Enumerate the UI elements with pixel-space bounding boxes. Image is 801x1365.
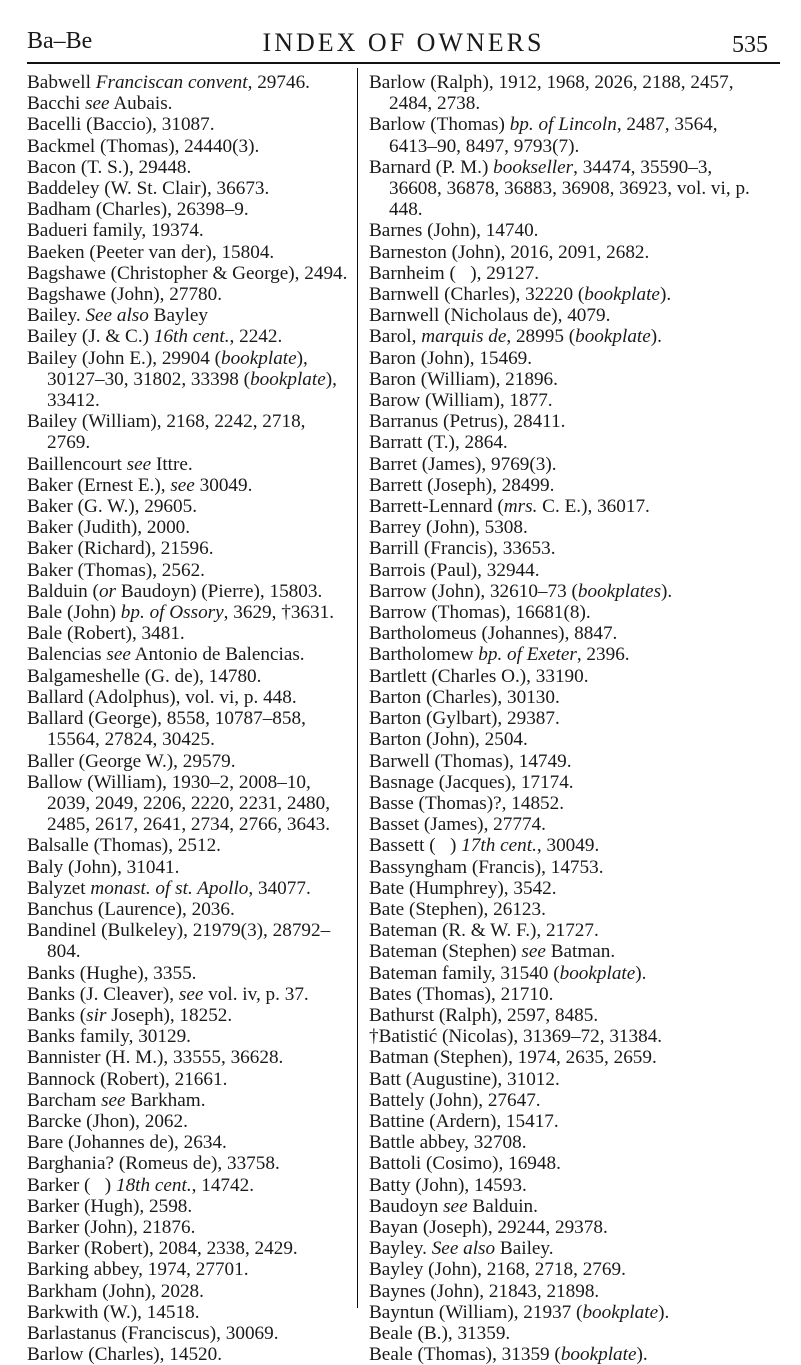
index-entry: Beale (B.), 31359. [369, 1322, 511, 1344]
index-entry: Banks (sir Joseph), 18252. [27, 1004, 233, 1026]
index-entry: Baker (Thomas), 2562. [27, 559, 205, 581]
index-entry: Bartholomeus (Johannes), 8847. [369, 623, 618, 645]
index-entry: Ballard (Adolphus), vol. vi, p. 448. [27, 686, 297, 708]
index-entry: Barrey (John), 5308. [369, 517, 528, 539]
index-entry: Banks family, 30129. [27, 1026, 191, 1048]
index-entry: Barwell (Thomas), 14749. [369, 750, 572, 772]
index-entry: Bate (Stephen), 26123. [369, 898, 546, 920]
index-entry: Barcham see Barkham. [27, 1089, 206, 1111]
index-entry: Batt (Augustine), 31012. [369, 1068, 560, 1090]
index-entry: Baron (John), 15469. [369, 347, 533, 369]
index-entry: Barnard (P. M.) bookseller, 34474, 35590–3, 36608, 36878, 36883, 36908, 36923, vol. vi, p. 448. [369, 156, 750, 221]
index-entry: Barker (John), 21876. [27, 1216, 196, 1238]
index-entry: Bassett ( ) 17th cent., 30049. [369, 835, 600, 857]
index-entry: Bayan (Joseph), 29244, 29378. [369, 1216, 608, 1238]
index-entry: Bateman (Stephen) see Batman. [369, 941, 616, 963]
index-entry: Bailey (William), 2168, 2242, 2718, 2769. [27, 411, 306, 454]
index-entry: Balyzet monast. of st. Apollo, 34077. [27, 877, 311, 899]
index-column-right [369, 72, 761, 1365]
index-entry: Barnwell (Charles), 32220 (bookplate). [369, 284, 672, 306]
index-entry: Barker (Hugh), 2598. [27, 1195, 193, 1217]
index-entry: Badueri family, 19374. [27, 220, 204, 242]
index-entry: Baker (Richard), 21596. [27, 538, 214, 560]
index-entry: Barlow (Ralph), 1912, 1968, 2026, 2188, 2457, 2484, 2738. [369, 72, 734, 115]
index-entry: Bateman family, 31540 (bookplate). [369, 962, 647, 984]
index-entry: Bayntun (William), 21937 (bookplate). [369, 1301, 670, 1323]
index-entry: Banks (Hughe), 3355. [27, 962, 197, 984]
index-entry: Bartlett (Charles O.), 33190. [369, 665, 589, 687]
section-range: Ba–Be [27, 28, 93, 54]
index-entry: Bathurst (Ralph), 2597, 8485. [369, 1004, 599, 1026]
index-entry: Battine (Ardern), 15417. [369, 1110, 559, 1132]
index-entry: Basnage (Jacques), 17174. [369, 771, 574, 793]
index-entry: Baron (William), 21896. [369, 368, 558, 390]
index-entry: Bartholomew bp. of Exeter, 2396. [369, 644, 630, 666]
index-entry: Barlow (Charles), 14520. [27, 1344, 223, 1365]
index-entry: Barrow (Thomas), 16681(8). [369, 602, 591, 624]
index-column-left [27, 72, 349, 1365]
column-divider [357, 68, 358, 1308]
index-entry: Bayley. See also Bailey. [369, 1238, 554, 1260]
index-entry: †Batistić (Nicolas), 31369–72, 31384. [369, 1026, 663, 1048]
index-entry: Bagshawe (Christopher & George), 2494. [27, 262, 348, 284]
index-entry: Barton (Gylbart), 29387. [369, 708, 560, 730]
index-entry: Beale (Thomas), 31359 (bookplate). [369, 1344, 648, 1365]
index-entry: Backmel (Thomas), 24440(3). [27, 135, 260, 157]
index-entry: Barrow (John), 32610–73 (bookplates). [369, 580, 673, 602]
index-entry: Bailey (John E.), 29904 (bookplate), 30127–30, 31802, 33398 (bookplate), 33412. [27, 347, 337, 412]
index-entry: Bale (John) bp. of Ossory, 3629, †3631. [27, 602, 334, 624]
index-entry: Barlastanus (Franciscus), 30069. [27, 1322, 279, 1344]
index-entry: Barker (Robert), 2084, 2338, 2429. [27, 1238, 298, 1260]
index-entry: Barghania? (Romeus de), 33758. [27, 1153, 280, 1175]
index-entry: Barton (Charles), 30130. [369, 686, 560, 708]
index-entry: Bassyngham (Francis), 14753. [369, 856, 604, 878]
index-entry: Barow (William), 1877. [369, 390, 553, 412]
index-entry: Barret (James), 9769(3). [369, 453, 557, 475]
index-entry: Barrois (Paul), 32944. [369, 559, 540, 581]
index-entry: Barratt (T.), 2864. [369, 432, 508, 454]
index-entry: Badham (Charles), 26398–9. [27, 199, 249, 221]
index-entry: Ballard (George), 8558, 10787–858, 15564, 27824, 30425. [27, 708, 306, 751]
index-entry: Battely (John), 27647. [369, 1089, 541, 1111]
index-entry: Barnwell (Nicholaus de), 4079. [369, 305, 611, 327]
index-entry: Bailey (J. & C.) 16th cent., 2242. [27, 326, 283, 348]
index-entry: Bailey. See also Bayley [27, 305, 209, 327]
index-entry: Barrett-Lennard (mrs. C. E.), 36017. [369, 496, 650, 518]
index-entry: Barrett (Joseph), 28499. [369, 474, 555, 496]
index-entry: Barking abbey, 1974, 27701. [27, 1259, 249, 1281]
index-entry: Barkham (John), 2028. [27, 1280, 204, 1302]
index-entry: Balduin (or Baudoyn) (Pierre), 15803. [27, 580, 323, 602]
header-rule [27, 62, 780, 64]
index-entry: Baly (John), 31041. [27, 856, 180, 878]
index-entry: Basset (James), 27774. [369, 814, 546, 836]
index-entry: Baker (G. W.), 29605. [27, 496, 197, 518]
index-entry: Bateman (R. & W. F.), 21727. [369, 920, 599, 942]
index-entry: Baller (George W.), 29579. [27, 750, 236, 772]
index-entry: Barkwith (W.), 14518. [27, 1301, 200, 1323]
index-entry: Baynes (John), 21843, 21898. [369, 1280, 600, 1302]
index-entry: Bare (Johannes de), 2634. [27, 1132, 227, 1154]
index-entry: Bacelli (Baccio), 31087. [27, 114, 215, 136]
index-entry: Barcke (Jhon), 2062. [27, 1110, 188, 1132]
index-entry: Barranus (Petrus), 28411. [369, 411, 566, 433]
index-entry: Balgameshelle (G. de), 14780. [27, 665, 262, 687]
index-entry: Batty (John), 14593. [369, 1174, 527, 1196]
index-entry: Bates (Thomas), 21710. [369, 983, 554, 1005]
index-entry: Basse (Thomas)?, 14852. [369, 792, 565, 814]
index-entry: Barton (John), 2504. [369, 729, 528, 751]
index-entry: Barlow (Thomas) bp. of Lincoln, 2487, 3564, 6413–90, 8497, 9793(7). [369, 114, 718, 157]
page-title: INDEX OF OWNERS [262, 28, 545, 57]
index-entry: Barnheim ( ), 29127. [369, 262, 539, 284]
index-entry: Balencias see Antonio de Balencias. [27, 644, 305, 666]
index-entry: Battoli (Cosimo), 16948. [369, 1153, 561, 1175]
index-entry: Banks (J. Cleaver), see vol. iv, p. 37. [27, 983, 309, 1005]
index-entry: Babwell Franciscan convent, 29746. [27, 72, 310, 93]
index-entry: Bannock (Robert), 21661. [27, 1068, 228, 1090]
index-entry: Barker ( ) 18th cent., 14742. [27, 1174, 254, 1196]
index-entry: Banchus (Laurence), 2036. [27, 898, 235, 920]
index-entry: Ballow (William), 1930–2, 2008–10, 2039, 2049, 2206, 2220, 2231, 2480, 2485, 2617, 2641, 2734, 2766, 3643. [27, 771, 331, 836]
index-entry: Bate (Humphrey), 3542. [369, 877, 557, 899]
index-entry: Bannister (H. M.), 33555, 36628. [27, 1047, 284, 1069]
index-entry: Barrill (Francis), 33653. [369, 538, 556, 560]
index-entry: Baker (Ernest E.), see 30049. [27, 474, 253, 496]
index-entry: Bacon (T. S.), 29448. [27, 156, 192, 178]
index-entry: Bacchi see Aubais. [27, 93, 173, 115]
index-entry: Bagshawe (John), 27780. [27, 284, 223, 306]
index-entry: Barol, marquis de, 28995 (bookplate). [369, 326, 662, 348]
index-entry: Baudoyn see Balduin. [369, 1195, 538, 1217]
index-entry: Baddeley (W. St. Clair), 36673. [27, 178, 270, 200]
index-entry: Barneston (John), 2016, 2091, 2682. [369, 241, 650, 263]
index-entry: Bayley (John), 2168, 2718, 2769. [369, 1259, 626, 1281]
index-entry: Balsalle (Thomas), 2512. [27, 835, 221, 857]
index-entry: Barnes (John), 14740. [369, 220, 539, 242]
index-entry: Battle abbey, 32708. [369, 1132, 527, 1154]
index-entry: Bale (Robert), 3481. [27, 623, 185, 645]
index-entry: Baillencourt see Ittre. [27, 453, 193, 475]
index-entry: Baeken (Peeter van der), 15804. [27, 241, 275, 263]
index-entry: Baker (Judith), 2000. [27, 517, 191, 539]
page-header [27, 26, 780, 66]
index-entry: Bandinel (Bulkeley), 21979(3), 28792–804. [27, 920, 331, 963]
page-number: 535 [732, 32, 768, 58]
index-entry: Batman (Stephen), 1974, 2635, 2659. [369, 1047, 657, 1069]
